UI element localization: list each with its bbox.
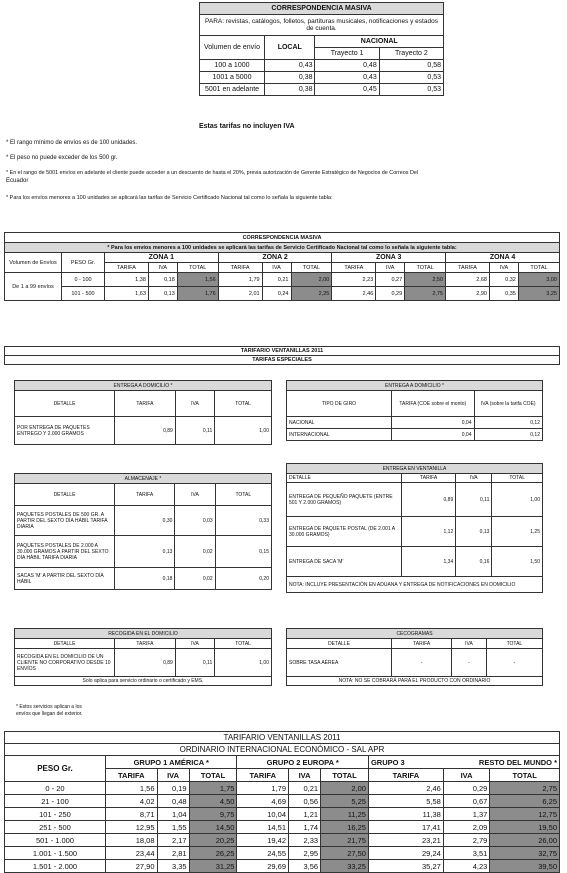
sub-col: IVA [443, 769, 490, 782]
cell: 1,76 [177, 287, 218, 301]
cell: 14,51 [237, 821, 289, 834]
col-header: DETALLE [15, 391, 115, 417]
col-header: IVA [456, 474, 492, 483]
cell: 29,69 [237, 860, 289, 873]
cell: 0,56 [289, 795, 321, 808]
col-header: DETALLE [15, 639, 115, 649]
cell: 0,04 [392, 417, 475, 429]
recogida-table [14, 628, 272, 686]
cell: - [392, 649, 452, 677]
cell: 1,79 [218, 273, 262, 287]
cell: 31,25 [189, 860, 237, 873]
masiva-col-t1: Trayecto 1 [315, 48, 379, 60]
cell: 9,75 [189, 808, 237, 821]
sub-col: TOTAL [321, 769, 369, 782]
sub-col: TARIFA [332, 263, 376, 273]
cell: 3,25 [518, 287, 559, 301]
cell: 19,42 [237, 834, 289, 847]
cell: 12,95 [106, 821, 158, 834]
sub-col: TARIFA [446, 263, 490, 273]
zona-4-header: ZONA 4 [446, 253, 560, 263]
cell: 0,53 [379, 84, 443, 96]
cell: 1,63 [105, 287, 149, 301]
masiva-para: PARA: revistas, catálogos, folletos, partituras musicales, notificaciones y estados de cuenta. [200, 15, 444, 36]
foot-note-line: envíos que llegan del exterior. [16, 711, 83, 717]
col-header: TOTAL [486, 639, 542, 649]
cell: 2,33 [289, 834, 321, 847]
cell: 0,20 [215, 568, 271, 590]
col-header: IVA (sobre la tarifa COE) [474, 391, 543, 417]
table-row [15, 417, 272, 445]
cell: 0,18 [115, 568, 175, 590]
masiva-col-nacional: NACIONAL [315, 36, 444, 48]
cell: 2,46 [368, 782, 443, 795]
cell: 0,11 [175, 649, 214, 677]
table-row [200, 72, 444, 84]
cell: 0,02 [175, 568, 215, 590]
cell: 0,43 [315, 72, 379, 84]
cell: INTERNACIONAL [287, 429, 392, 441]
sub-col: TOTAL [518, 263, 559, 273]
table-row [5, 821, 560, 834]
cell: 2,75 [405, 287, 446, 301]
sub-col: IVA [148, 263, 177, 273]
col-header: DETALLE [287, 474, 402, 483]
cell: ENTREGA DE PEQUEÑO PAQUETE (ENTRE 501 Y 2.000 GRAMOS) [287, 483, 402, 517]
cell: PAQUETES POSTALES DE 2.000 A 30.000 GRAMOS A PARTIR DEL SEXTO DÍA HÁBIL TARIFA DIARIA [15, 536, 115, 568]
cell: 0,32 [489, 273, 518, 287]
cell: 101 - 500 [62, 287, 105, 301]
sub-col: TARIFA [105, 263, 149, 273]
table-row [200, 84, 444, 96]
cell: 5,25 [321, 795, 369, 808]
col-header: IVA [175, 484, 215, 506]
cell: 0,58 [379, 60, 443, 72]
col-header: DETALLE [287, 639, 392, 649]
cell: 21,75 [321, 834, 369, 847]
cell: 3,00 [518, 273, 559, 287]
cell: 2,46 [332, 287, 376, 301]
cell: 0,33 [215, 506, 271, 536]
peso-cell: 251 - 500 [5, 821, 106, 834]
grupo-1-header: GRUPO 1 AMÉRICA * [106, 756, 237, 769]
cell: 2,00 [321, 782, 369, 795]
table-row [200, 60, 444, 72]
cell: 0,11 [175, 417, 214, 445]
col-header: TOTAL [215, 639, 272, 649]
cell: 0,89 [115, 649, 176, 677]
cell: 2,75 [490, 782, 560, 795]
cell: 2,09 [443, 821, 490, 834]
cell: 2,23 [332, 273, 376, 287]
cell: 3,51 [443, 847, 490, 860]
grupo-3-label: GRUPO 3 [370, 757, 405, 767]
masiva-col-vol: Volumen de envío [200, 36, 265, 60]
cecograma-nota: NOTA: NO SE COBRARÁ PARA EL PRODUCTO CON ORDINARIO [287, 677, 543, 686]
cell: 1,37 [443, 808, 490, 821]
cell: 2,01 [218, 287, 262, 301]
cell: 0,89 [115, 417, 176, 445]
sub-col: TOTAL [189, 769, 237, 782]
cell: PAQUETES POSTALES DE 500 GR. A PARTIR DEL SEXTO DÍA HÁBIL TARIFA DIARIA [15, 506, 115, 536]
domicilio-title: ENTREGA A DOMICILIO * [15, 381, 272, 391]
recogida-nota: Solo aplica para servicio ordinario o certificado y EMS. [15, 677, 272, 686]
note-4: * Para los envíos menores a 100 unidades se aplicará las tarifas de Servicio Certificado Nacional tal como lo señala la siguiente tabla: [6, 195, 333, 201]
cell: 0,30 [115, 506, 175, 536]
col-header: TOTAL [492, 474, 543, 483]
col-header: TARIFA [115, 639, 176, 649]
note-3: * En el rango de 5001 envíos en adelante el cliente puede acceder a un descuento de hasta el 20%, previa autorización de Gerente Estratégico de Negocios de Correos Del [6, 170, 419, 176]
col-header: DETALLE [15, 484, 115, 506]
table-row [5, 847, 560, 860]
masiva-title: CORRESPONDENCIA MASIVA [200, 3, 444, 15]
cell: 0,89 [402, 483, 456, 517]
cell: 26,25 [189, 847, 237, 860]
cell: 26,00 [490, 834, 560, 847]
peso-cell: 1.001 - 1.500 [5, 847, 106, 860]
table-row [287, 429, 543, 441]
cell: 0,38 [265, 72, 315, 84]
cell: 100 a 1000 [200, 60, 265, 72]
cell: 2,17 [157, 834, 189, 847]
cell: 4,23 [443, 860, 490, 873]
cell: 1,55 [157, 821, 189, 834]
cell: 0,35 [489, 287, 518, 301]
cell: 23,44 [106, 847, 158, 860]
table-row [287, 517, 543, 547]
sub-col: TARIFA [237, 769, 289, 782]
cell: 16,25 [321, 821, 369, 834]
zonas-sub: * Para los envíos menores a 100 unidades se aplicará las tarifas de Servicio Certificado Nacional tal como lo señala la siguiente tabla: [5, 243, 560, 253]
col-header: TARIFA [402, 474, 456, 483]
cell: 8,71 [106, 808, 158, 821]
resto-mundo-label: RESTO DEL MUNDO * [478, 757, 557, 767]
table-row [15, 568, 272, 590]
cell: 0,02 [175, 536, 215, 568]
cell: 0,13 [148, 287, 177, 301]
col-header: TARIFA [115, 484, 175, 506]
masiva-table [199, 2, 444, 96]
cell: 1,74 [289, 821, 321, 834]
cell: 0,29 [443, 782, 490, 795]
grupo-2-header: GRUPO 2 EUROPA * [237, 756, 368, 769]
cell: 12,75 [490, 808, 560, 821]
ventanillas-sub: TARIFAS ESPECIALES [4, 356, 560, 365]
cell: 0,21 [289, 782, 321, 795]
cell: 0,48 [315, 60, 379, 72]
sub-col: TOTAL [405, 263, 446, 273]
zonas-title: CORRESPONDENCIA MASIVA [5, 233, 560, 243]
cell: 1,56 [106, 782, 158, 795]
cecograma-title: CECOGRAMAS [287, 629, 543, 639]
table-row [15, 649, 272, 677]
cell: 1,25 [492, 517, 543, 547]
zonas-table [4, 232, 560, 301]
sub-col: TARIFA [218, 263, 262, 273]
note-2: * El peso no puede exceder de los 500 gr. [6, 155, 118, 161]
cell: 18,08 [106, 834, 158, 847]
cell: 0,29 [376, 287, 405, 301]
cell: 11,25 [321, 808, 369, 821]
zonas-col-peso: PESO Gr. [62, 253, 105, 273]
cell: 1,00 [492, 483, 543, 517]
cell: 1,34 [402, 547, 456, 577]
ventanillas-title: TARIFARIO VENTANILLAS 2011 [4, 346, 560, 356]
cell: SOBRE TASA AÉREA [287, 649, 392, 677]
cell: 0,19 [157, 782, 189, 795]
zonas-vol-label: De 1 a 99 envíos [5, 273, 62, 301]
cell: 0,16 [456, 547, 492, 577]
cell: 0 - 100 [62, 273, 105, 287]
table-row [15, 506, 272, 536]
cell: 6,25 [490, 795, 560, 808]
cell: 4,50 [189, 795, 237, 808]
grupo-3-header [368, 756, 559, 769]
peso-cell: 21 - 100 [5, 795, 106, 808]
sub-col: IVA [289, 769, 321, 782]
peso-cell: 1.501 - 2.000 [5, 860, 106, 873]
cell: 3,35 [157, 860, 189, 873]
cell: 0,27 [376, 273, 405, 287]
cell: 1,56 [177, 273, 218, 287]
table-row [5, 782, 560, 795]
note-1: * El rango mínimo de envíos es de 100 unidades. [6, 140, 138, 146]
cell: 2,50 [405, 273, 446, 287]
cell: 0,11 [456, 483, 492, 517]
cell: 2,95 [289, 847, 321, 860]
peso-cell: 501 - 1.000 [5, 834, 106, 847]
sub-col: TARIFA [106, 769, 158, 782]
cell: 3,56 [289, 860, 321, 873]
sub-col: IVA [157, 769, 189, 782]
ventanilla-title: ENTREGA EN VENTANILLA [287, 464, 543, 474]
sub-col: TOTAL [177, 263, 218, 273]
col-header: TARIFA [392, 639, 452, 649]
table-row [287, 547, 543, 577]
sub-col: IVA [376, 263, 405, 273]
cell: 23,21 [368, 834, 443, 847]
table-row [287, 649, 543, 677]
cell: SACAS 'M' A PARTIR DEL SEXTO DÍA HÁBIL [15, 568, 115, 590]
domicilio-table [14, 380, 272, 445]
cell: RECOGIDA EN EL DOMICILIO DE UN CLIENTE NO CORPORATIVO DESDE 10 ENVÍOS [15, 649, 115, 677]
almacenaje-table [14, 473, 272, 590]
col-header: TARIFA [115, 391, 176, 417]
cell: 27,50 [321, 847, 369, 860]
cell: 2,25 [291, 287, 332, 301]
cell: 1,00 [215, 417, 272, 445]
giro-table [286, 380, 543, 441]
cell: 0,45 [315, 84, 379, 96]
giro-title: ENTREGA A DOMICILIO * [287, 381, 543, 391]
zona-2-header: ZONA 2 [218, 253, 332, 263]
cell: 0,18 [148, 273, 177, 287]
table-row [5, 808, 560, 821]
cell: 24,55 [237, 847, 289, 860]
cell: 39,50 [490, 860, 560, 873]
cell: 11,38 [368, 808, 443, 821]
col-header: TOTAL [215, 391, 272, 417]
table-row [5, 273, 560, 287]
cell: 4,02 [106, 795, 158, 808]
col-header: IVA [175, 391, 214, 417]
cell: 1,00 [215, 649, 272, 677]
ventanillas-banner [4, 346, 560, 365]
cell: 2,81 [157, 847, 189, 860]
col-header: IVA [452, 639, 487, 649]
cell: 1001 a 5000 [200, 72, 265, 84]
table-row [5, 834, 560, 847]
cell: 2,90 [446, 287, 490, 301]
table-row [15, 536, 272, 568]
cell: 32,75 [490, 847, 560, 860]
cecograma-table [286, 628, 543, 686]
sub-col: IVA [262, 263, 291, 273]
zonas-col-vol: Volumen de Envíos [5, 253, 62, 273]
ventanilla-nota: NOTA: INCLUYE PRESENTACIÓN EN ADUANA Y ENTREGA DE NOTIFICACIONES EN DOMICILIO [287, 577, 543, 593]
cell: 1,12 [402, 517, 456, 547]
cell: 0,48 [157, 795, 189, 808]
cell: 0,15 [215, 536, 271, 568]
peso-cell: 0 - 20 [5, 782, 106, 795]
col-header: TIPO DE GIRO [287, 391, 392, 417]
table-row [287, 483, 543, 517]
cell: NACIONAL [287, 417, 392, 429]
cell: 2,00 [291, 273, 332, 287]
cell: 0,24 [262, 287, 291, 301]
cell: 14,50 [189, 821, 237, 834]
cell: 2,68 [446, 273, 490, 287]
cell: 0,04 [392, 429, 475, 441]
table-row [287, 417, 543, 429]
cell: 10,04 [237, 808, 289, 821]
cell: 0,53 [379, 72, 443, 84]
cell: 1,21 [289, 808, 321, 821]
cell: 0,43 [265, 60, 315, 72]
zona-3-header: ZONA 3 [332, 253, 446, 263]
internacional-title: TARIFARIO VENTANILLAS 2011 [5, 732, 560, 744]
internacional-sub: ORDINARIO INTERNACIONAL ECONÓMICO - SAL APR [5, 744, 560, 756]
almacenaje-title: ALMACENAJE * [15, 474, 272, 484]
cell: - [486, 649, 542, 677]
cell: 35,27 [368, 860, 443, 873]
cell: ENTREGA DE PAQUETE POSTAL (DE 2.001 A 30.000 GRAMOS) [287, 517, 402, 547]
cell: 0,12 [474, 417, 543, 429]
sub-col: TARIFA [368, 769, 443, 782]
cell: - [452, 649, 487, 677]
masiva-col-local: LOCAL [265, 36, 315, 60]
cell: 20,25 [189, 834, 237, 847]
cell: 1,79 [237, 782, 289, 795]
cell: 19,50 [490, 821, 560, 834]
internacional-body [5, 782, 560, 873]
cell: 27,90 [106, 860, 158, 873]
cell: 0,12 [474, 429, 543, 441]
col-header: TOTAL [215, 484, 271, 506]
cell: 0,21 [262, 273, 291, 287]
zona-1-header: ZONA 1 [105, 253, 219, 263]
cell: 2,79 [443, 834, 490, 847]
sub-col: TOTAL [490, 769, 560, 782]
cell: 0,67 [443, 795, 490, 808]
foot-note [16, 704, 82, 718]
cell: POR ENTREGA DE PAQUETES ENTREGO Y 2.000 GRAMOS [15, 417, 115, 445]
sub-col: TOTAL [291, 263, 332, 273]
cell: 1,04 [157, 808, 189, 821]
cell: 0,13 [115, 536, 175, 568]
cell: 0,38 [265, 84, 315, 96]
peso-cell: 101 - 250 [5, 808, 106, 821]
cell: 29,24 [368, 847, 443, 860]
table-row [5, 287, 560, 301]
foot-note-line: * Estos servicios aplican a los [16, 704, 82, 710]
recogida-title: RECOGIDA EN EL DOMICILIO [15, 629, 272, 639]
table-row [5, 795, 560, 808]
cell: 4,69 [237, 795, 289, 808]
cell: 0,03 [175, 506, 215, 536]
cell: ENTREGA DE SACA 'M' [287, 547, 402, 577]
ventanilla-table [286, 463, 543, 593]
table-row [5, 860, 560, 873]
cell: 1,38 [105, 273, 149, 287]
masiva-sin-iva: Estas tarifas no incluyen IVA [199, 123, 295, 130]
masiva-col-t2: Trayecto 2 [379, 48, 443, 60]
note-3b: Ecuador [6, 178, 29, 184]
cell: 5001 en adelante [200, 84, 265, 96]
internacional-table [4, 731, 560, 873]
cell: 1,75 [189, 782, 237, 795]
cell: 17,41 [368, 821, 443, 834]
sub-col: IVA [489, 263, 518, 273]
cell: 0,13 [456, 517, 492, 547]
col-header: TARIFA (COE sobre el monto) [392, 391, 475, 417]
cell: 5,58 [368, 795, 443, 808]
cell: 1,50 [492, 547, 543, 577]
cell: 33,25 [321, 860, 369, 873]
col-header: IVA [175, 639, 214, 649]
internacional-col-peso: PESO Gr. [5, 756, 106, 782]
